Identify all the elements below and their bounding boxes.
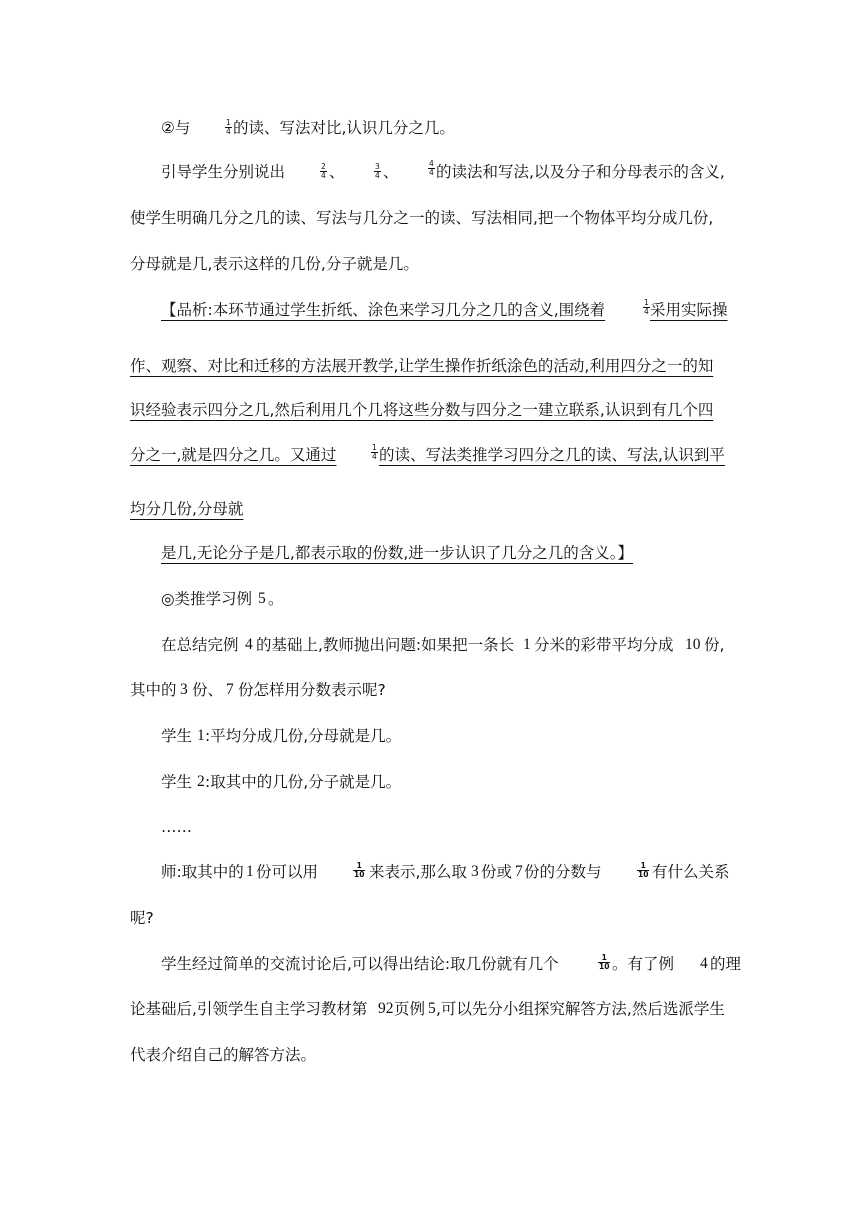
commentary-line4: 分之一,就是四分之几。又通过 $\frac{1}{4}$ 的读、写法类推学习四分之几的读、写法,认识到平 [130,443,725,464]
fraction-two-quarters: $\frac{2}{4}$ [321,162,326,180]
fraction-one-quarter: $\frac{1}{4}$ [644,298,649,316]
para-guide-line3: 分母就是几,表示这样的几份,分子就是几。 [130,255,419,273]
student-answer-2: 学生 2 :取其中的几份,分子就是几。 [161,773,402,791]
conclusion-line1: 学生经过简单的交流讨论后,可以得出结论:取几份就有几个 $\frac{1}{10}$ 。有了例 4 的理 [161,953,742,973]
fraction-one-quarter: $\frac{1}{4}$ [226,118,231,136]
fraction-four-quarters: $\frac{4}{4}$ [429,159,434,177]
para-question-line1: 在总结完例 4 的基础上,教师抛出问题:如果把一条长 1 分米的彩带平均分成 10 份, [161,636,725,654]
para-question-line2: 其中的 3 份、 7 份怎样用分数表示呢? [130,681,386,699]
para-guide-line1: 引导学生分别说出 $\frac{2}{4}$ 、 $\frac{3}{4}$ 、 $\frac{4}{4}$ 的读法和写法,以及分子和分母表示的含义, [161,159,725,181]
conclusion-line2: 论基础后,引领学生自主学习教材第 92 页例 5 ,可以先分小组探究解答方法,然后选派学生 [130,1000,725,1018]
commentary-line3: 识经验表示四分之几,然后利用几个几将这些分数与四分之一建立联系,认识到有几个四 [130,401,714,419]
student-answer-1: 学生 1 :平均分成几份,分母就是几。 [161,727,402,745]
section-heading-example5: ◎类推学习例 5 。 [161,590,284,608]
fraction-one-tenth: $\frac{1}{10}$ [599,953,610,971]
commentary-line6: 是几,无论分子是几,都表示取的份数,进一步认识了几分之几的含义。】 [161,544,634,562]
fraction-one-tenth: $\frac{1}{10}$ [354,861,365,879]
para-compare-lead: ②与 [161,119,191,137]
para-compare-text: 的读、写法对比,认识几分之几。 [233,119,455,137]
commentary-line1: 【品析:本环节通过学生折纸、涂色来学习几分之几的含义,围绕着 $\frac{1}{4}$ 采用实际操 [161,298,728,319]
para-guide-line2: 使学生明确几分之几的读、写法与几分之一的读、写法相同,把一个物体平均分成几份, [130,209,714,227]
ellipsis: …… [161,818,192,836]
teacher-line2: 呢? [130,909,154,927]
para-compare [0,113,860,143]
teacher-line1: 师:取其中的 1 份可以用 $\frac{1}{10}$ 来表示,那么取 3 份或 7 份的分数与 $\frac{1}{10}$ 有什么关系 [161,861,730,881]
fraction-three-quarters: $\frac{3}{4}$ [375,162,380,180]
fraction-one-tenth: $\frac{1}{10}$ [638,861,649,879]
commentary-line2: 作、观察、对比和迁移的方法展开教学,让学生操作折纸涂色的活动,利用四分之一的知 [130,357,714,375]
fraction-one-quarter: $\frac{1}{4}$ [372,443,377,461]
conclusion-line3: 代表介绍自己的解答方法。 [130,1046,317,1064]
commentary-line5: 均分几份,分母就 [130,500,244,518]
